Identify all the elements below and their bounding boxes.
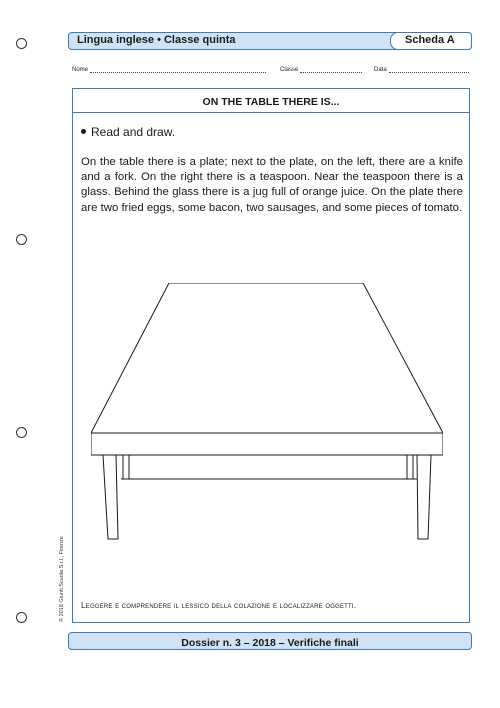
binder-hole [16, 427, 27, 438]
table-leg [417, 455, 431, 539]
sheet-label: Scheda A [405, 34, 455, 46]
title-divider [73, 112, 469, 113]
table-leg [123, 455, 129, 479]
class-label: Classe [280, 67, 299, 73]
date-label: Data [374, 67, 387, 73]
table-top [91, 283, 443, 433]
table-drawing [91, 283, 443, 553]
exercise-frame [72, 88, 470, 623]
table-edge [91, 433, 443, 455]
copyright-notice: © 2018 Giunti Scuola S.r.l., Firenze [59, 536, 65, 622]
footer-text: Dossier n. 3 – 2018 – Verifiche finali [181, 637, 359, 649]
exercise-paragraph: On the table there is a plate; next to the plate, on the left, there are a knife and a fork. On the right there is a teaspoon. Near the teaspoon there is a glass. Behind the glass there is a jug full of orange juice. On the plate there are two fried eggs, some bacon, two sausages, and some pieces of tomato. [81, 156, 463, 214]
binder-hole [16, 234, 27, 245]
footer-bar [68, 632, 472, 650]
learning-objective: Leggere e comprendere il lessico della colazione e localizzare oggetti. [81, 601, 357, 610]
class-field [280, 67, 362, 73]
table-leg [407, 455, 413, 479]
exercise-title: ON THE TABLE THERE IS... [202, 96, 340, 108]
date-field [374, 67, 469, 73]
name-field [72, 67, 266, 73]
instruction [81, 125, 175, 139]
sheet-tab [390, 32, 472, 50]
subject-title: Lingua inglese • Classe quinta [77, 34, 236, 46]
table-leg [103, 455, 118, 539]
bullet-icon [81, 129, 86, 134]
binder-hole [16, 612, 27, 623]
name-label: Nome [72, 67, 89, 73]
header-bar [68, 32, 472, 50]
instruction-text: Read and draw. [91, 125, 176, 139]
binder-hole [16, 38, 27, 49]
